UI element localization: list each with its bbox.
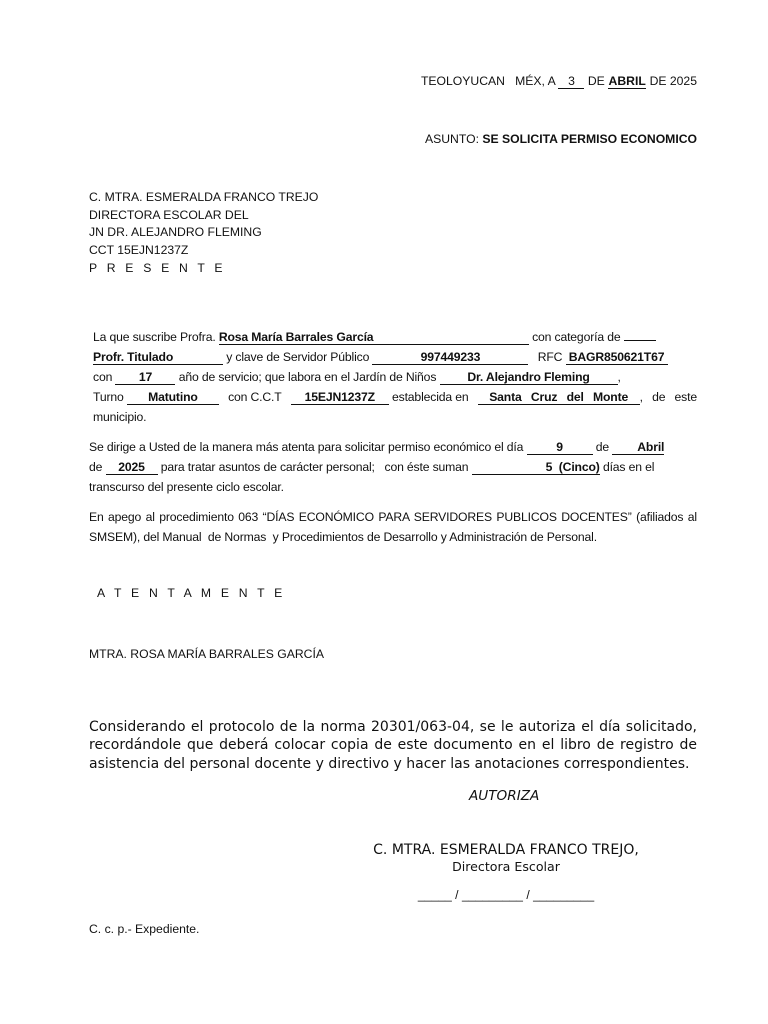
body-text: este — [674, 390, 697, 404]
date-year: DE 2025 — [649, 74, 697, 88]
body2-line1 — [89, 437, 697, 457]
body-text: establecida en — [392, 390, 469, 404]
body-text: , — [617, 370, 621, 384]
body1-line5: municipio. — [93, 410, 147, 424]
place-group — [478, 387, 643, 407]
turno-group — [93, 387, 219, 407]
body2-line2 — [89, 457, 697, 477]
recipient-school: JN DR. ALEJANDRO FLEMING — [89, 225, 262, 240]
date-month: ABRIL — [608, 74, 646, 88]
authorization-label: AUTORIZA — [469, 788, 540, 804]
subject-label: ASUNTO: — [425, 132, 479, 146]
requested-day-field: 9 — [527, 441, 593, 455]
body-text: días en el — [602, 460, 655, 474]
recipient-name: C. MTRA. ESMERALDA FRANCO TREJO — [89, 190, 319, 204]
shift-field: Matutino — [127, 391, 219, 405]
rfc-field: BAGR850621T67 — [566, 351, 668, 365]
body-text: con categoría de — [532, 330, 621, 344]
date-de: DE — [587, 74, 605, 88]
body1-line2 — [93, 347, 697, 367]
category-field: Profr. Titulado — [93, 351, 223, 365]
category-blank — [624, 340, 656, 341]
public-servant-key-field: 997449233 — [372, 351, 528, 365]
location-field: Santa Cruz del Monte — [478, 391, 640, 405]
body-paragraph-3: En apego al procedimiento 063 “DÍAS ECONÓMICO PARA SERVIDORES PUBLICOS DOCENTES” (afiliados al SMSEM), del Manual de Normas y Procedimientos de Desarrollo y Administración de Personal. — [89, 510, 701, 544]
recipient-presente: P R E S E N T E — [89, 260, 226, 275]
body-paragraph-2 — [89, 437, 697, 497]
authorization-date-blank: _____ / _________ / _________ — [417, 888, 595, 902]
body-text: y clave de Servidor Público — [226, 350, 370, 364]
body-text: de — [89, 460, 103, 474]
body-text: para tratar asuntos de carácter personal; con éste suman — [160, 460, 469, 474]
body2-line3: transcurso del presente ciclo escolar. — [89, 480, 284, 494]
days-total-field: 5 (Cinco) — [472, 461, 600, 475]
director-title: Directora Escolar — [452, 859, 560, 874]
body-text: La que suscribe Profra. — [93, 330, 216, 344]
director-name: C. MTRA. ESMERALDA FRANCO TREJO, — [373, 842, 639, 858]
recipient-block — [89, 189, 318, 278]
recipient-cct: CCT 15EJN1237Z — [89, 243, 189, 258]
service-years-field: 17 — [115, 371, 175, 385]
body1-line1 — [93, 327, 697, 347]
body-text: de — [652, 390, 666, 404]
body-text: Turno — [93, 390, 124, 404]
body1-line3 — [93, 367, 697, 387]
kindergarten-field: Dr. Alejandro Fleming — [440, 371, 618, 385]
body-text: de — [595, 440, 610, 454]
cct-group — [291, 387, 469, 407]
teacher-name-field: Rosa María Barrales García — [219, 331, 529, 345]
closing-atentamente: A T E N T A M E N T E — [97, 586, 286, 600]
requested-month-field: Abril — [612, 441, 664, 455]
body-text: Se dirige a Usted de la manera más atenta para solicitar permiso económico el día — [89, 440, 524, 454]
subject-line — [425, 132, 697, 146]
recipient-position: DIRECTORA ESCOLAR DEL — [89, 207, 249, 222]
requested-year-field: 2025 — [106, 461, 158, 475]
body-text: con C.C.T — [228, 390, 282, 404]
body-text: con — [93, 370, 113, 384]
cct-field: 15EJN1237Z — [291, 391, 389, 405]
authorization-text: Considerando el protocolo de la norma 20301/063-04, se le autoriza el día solicitado, recordándole que deberá colocar copia de este documento en el libro de registro de asistencia del personal docente y directivo y hacer las anotaciones correspondientes. — [89, 719, 697, 772]
body-text: año de servicio; que labora en el Jardín de Niños — [178, 370, 437, 384]
body-paragraph-1 — [93, 327, 697, 427]
signer-name: MTRA. ROSA MARÍA BARRALES GARCÍA — [89, 647, 325, 661]
body-text: RFC — [537, 350, 563, 364]
body-text: , — [639, 390, 643, 404]
ccp-line: C. c. p.- Expediente. — [89, 922, 200, 936]
date-day: 3 — [558, 75, 584, 89]
date-line — [421, 74, 697, 89]
body1-line4 — [93, 387, 697, 407]
subject-text: SE SOLICITA PERMISO ECONOMICO — [482, 132, 697, 146]
date-place: TEOLOYUCAN MÉX, A — [420, 74, 556, 88]
